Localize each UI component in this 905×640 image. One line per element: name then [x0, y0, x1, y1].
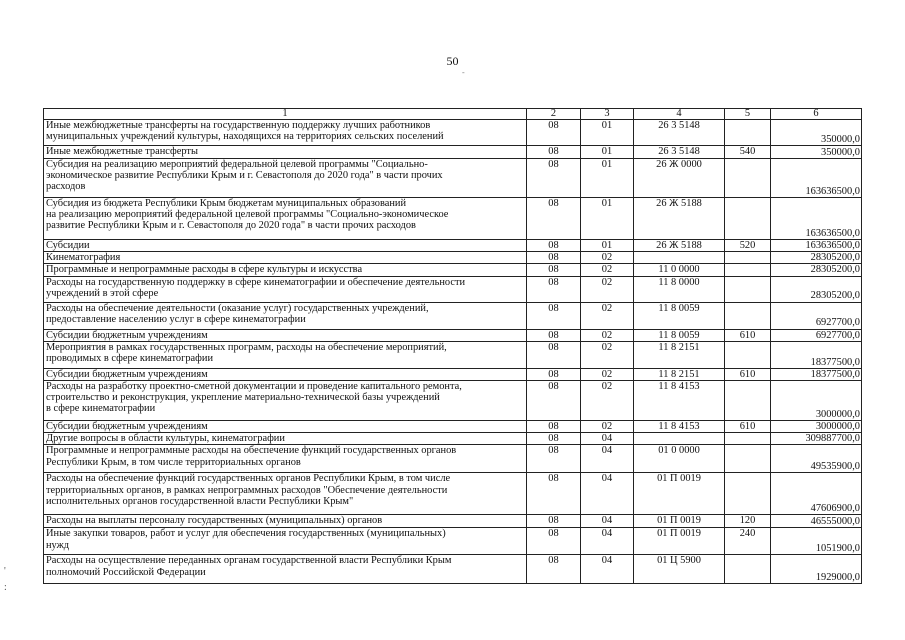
column-header: 6	[771, 109, 862, 120]
amount-cell: 46555000,0	[771, 515, 862, 528]
row-name-cell: Иные межбюджетные трансферты	[44, 146, 527, 159]
row-name-cell: Другие вопросы в области культуры, кинематографии	[44, 433, 527, 445]
row-name-cell: Программные и непрограммные расходы в сфере культуры и искусства	[44, 264, 527, 276]
section-code-cell: 08	[527, 341, 581, 368]
section-code-cell: 08	[527, 329, 581, 341]
subsection-code-cell: 04	[581, 555, 634, 584]
expense-type-cell	[725, 473, 771, 515]
table-row	[44, 252, 862, 264]
subsection-code-cell: 04	[581, 528, 634, 555]
table-row	[44, 528, 862, 555]
section-code-cell: 08	[527, 302, 581, 329]
amount-cell: 1051900,0	[771, 528, 862, 555]
section-code-cell: 08	[527, 240, 581, 252]
expense-type-cell: 120	[725, 515, 771, 528]
row-name-cell: Субсидии	[44, 240, 527, 252]
section-code-cell: 08	[527, 159, 581, 198]
scan-edge-mark: :	[4, 582, 7, 593]
target-code-cell: 11 8 0059	[634, 302, 725, 329]
section-code-cell: 08	[527, 264, 581, 276]
table-row	[44, 146, 862, 159]
expense-type-cell	[725, 120, 771, 146]
section-code-cell: 08	[527, 433, 581, 445]
section-code-cell: 08	[527, 555, 581, 584]
amount-cell: 28305200,0	[771, 264, 862, 276]
target-code-cell: 11 8 4153	[634, 421, 725, 433]
row-name-cell: Расходы на обеспечение функций государственных органов Республики Крым, в том числе территориальных органов, в рамках непрограммных расходов "Обеспечение деятельности исполнительных органов государственной власти Республики Крым"	[44, 473, 527, 515]
expense-type-cell: 610	[725, 329, 771, 341]
target-code-cell: 01 П 0019	[634, 515, 725, 528]
row-name-cell: Расходы на разработку проектно-сметной документации и проведение капитального ремонта, строительство и реконструкция, укрепление материально-технической базы учреждений в сфере кинематографии	[44, 381, 527, 421]
table-row	[44, 381, 862, 421]
row-name-cell: Расходы на осуществление переданных органам государственной власти Республики Крым полномочий Российской Федерации	[44, 555, 527, 584]
section-code-cell: 08	[527, 381, 581, 421]
row-name-cell: Иные межбюджетные трансферты на государственную поддержку лучших работников муниципальных учреждений культуры, находящихся на территориях сельских поселений	[44, 120, 527, 146]
target-code-cell: 26 3 5148	[634, 120, 725, 146]
amount-cell: 18377500,0	[771, 341, 862, 368]
section-code-cell: 08	[527, 146, 581, 159]
subsection-code-cell: 02	[581, 252, 634, 264]
table-row	[44, 341, 862, 368]
target-code-cell: 11 8 4153	[634, 381, 725, 421]
row-name-cell: Кинематография	[44, 252, 527, 264]
table-row	[44, 515, 862, 528]
amount-cell: 350000,0	[771, 146, 862, 159]
section-code-cell: 08	[527, 368, 581, 380]
table-row	[44, 473, 862, 515]
subsection-code-cell: 02	[581, 302, 634, 329]
expense-type-cell: 240	[725, 528, 771, 555]
row-name-cell: Расходы на государственную поддержку в сфере кинематографии и обеспечение деятельности учреждений в этой сфере	[44, 276, 527, 302]
subsection-code-cell: 04	[581, 473, 634, 515]
amount-cell: 163636500,0	[771, 198, 862, 240]
table-row	[44, 198, 862, 240]
subsection-code-cell: 02	[581, 421, 634, 433]
page-number-dash: -	[462, 68, 465, 77]
row-name-cell: Программные и непрограммные расходы на обеспечение функций государственных органов Республики Крым, в том числе территориальных органов	[44, 445, 527, 473]
subsection-code-cell: 02	[581, 368, 634, 380]
column-header: 5	[725, 109, 771, 120]
budget-table	[43, 108, 862, 584]
amount-cell: 1929000,0	[771, 555, 862, 584]
table-header-row	[44, 109, 862, 120]
amount-cell: 309887700,0	[771, 433, 862, 445]
table-row	[44, 159, 862, 198]
subsection-code-cell: 01	[581, 146, 634, 159]
amount-cell: 3000000,0	[771, 381, 862, 421]
expense-type-cell	[725, 302, 771, 329]
expense-type-cell	[725, 276, 771, 302]
expense-type-cell: 520	[725, 240, 771, 252]
section-code-cell: 08	[527, 473, 581, 515]
target-code-cell: 01 П 0019	[634, 473, 725, 515]
section-code-cell: 08	[527, 276, 581, 302]
subsection-code-cell: 01	[581, 198, 634, 240]
target-code-cell: 11 8 0000	[634, 276, 725, 302]
table-row	[44, 276, 862, 302]
section-code-cell: 08	[527, 252, 581, 264]
target-code-cell: 11 0 0000	[634, 264, 725, 276]
column-header: 3	[581, 109, 634, 120]
table-row	[44, 433, 862, 445]
expense-type-cell: 610	[725, 421, 771, 433]
budget-table-body	[44, 109, 862, 584]
target-code-cell: 26 Ж 0000	[634, 159, 725, 198]
row-name-cell: Расходы на выплаты персоналу государственных (муниципальных) органов	[44, 515, 527, 528]
amount-cell: 163636500,0	[771, 159, 862, 198]
row-name-cell: Субсидия из бюджета Республики Крым бюджетам муниципальных образований на реализацию мероприятий федеральной целевой программы "Социально-экономическое развитие Республики Крым и г. Севастополя до 2020 года" в части прочих расходов	[44, 198, 527, 240]
target-code-cell	[634, 252, 725, 264]
target-code-cell: 11 8 0059	[634, 329, 725, 341]
expense-type-cell: 540	[725, 146, 771, 159]
subsection-code-cell: 01	[581, 120, 634, 146]
expense-type-cell	[725, 198, 771, 240]
table-row	[44, 240, 862, 252]
table-row	[44, 264, 862, 276]
column-header: 2	[527, 109, 581, 120]
table-row	[44, 445, 862, 473]
section-code-cell: 08	[527, 198, 581, 240]
expense-type-cell	[725, 381, 771, 421]
page-number: 50	[446, 54, 459, 68]
amount-cell: 3000000,0	[771, 421, 862, 433]
table-row	[44, 421, 862, 433]
row-name-cell: Расходы на обеспечение деятельности (оказание услуг) государственных учреждений, предоставление населению услуг в сфере кинематографии	[44, 302, 527, 329]
expense-type-cell	[725, 433, 771, 445]
target-code-cell	[634, 433, 725, 445]
amount-cell: 6927700,0	[771, 329, 862, 341]
subsection-code-cell: 04	[581, 515, 634, 528]
target-code-cell: 11 8 2151	[634, 341, 725, 368]
amount-cell: 47606900,0	[771, 473, 862, 515]
table-row	[44, 120, 862, 146]
table-row	[44, 329, 862, 341]
target-code-cell: 11 8 2151	[634, 368, 725, 380]
section-code-cell: 08	[527, 528, 581, 555]
row-name-cell: Субсидии бюджетным учреждениям	[44, 329, 527, 341]
subsection-code-cell: 02	[581, 329, 634, 341]
target-code-cell: 01 Ц 5900	[634, 555, 725, 584]
column-header: 1	[44, 109, 527, 120]
expense-type-cell	[725, 159, 771, 198]
section-code-cell: 08	[527, 515, 581, 528]
row-name-cell: Субсидия на реализацию мероприятий федеральной целевой программы "Социально- экономическое развитие Республики Крым и г. Севастополя до 2020 года" в части прочих расходов	[44, 159, 527, 198]
subsection-code-cell: 04	[581, 433, 634, 445]
amount-cell: 49535900,0	[771, 445, 862, 473]
amount-cell: 28305200,0	[771, 276, 862, 302]
amount-cell: 18377500,0	[771, 368, 862, 380]
table-row	[44, 302, 862, 329]
subsection-code-cell: 01	[581, 159, 634, 198]
expense-type-cell	[725, 341, 771, 368]
row-name-cell: Иные закупки товаров, работ и услуг для обеспечения государственных (муниципальных) нужд	[44, 528, 527, 555]
amount-cell: 350000,0	[771, 120, 862, 146]
subsection-code-cell: 02	[581, 264, 634, 276]
target-code-cell: 26 Ж 5188	[634, 240, 725, 252]
subsection-code-cell: 04	[581, 445, 634, 473]
amount-cell: 163636500,0	[771, 240, 862, 252]
scan-edge-mark: '	[4, 566, 6, 577]
subsection-code-cell: 01	[581, 240, 634, 252]
section-code-cell: 08	[527, 445, 581, 473]
expense-type-cell	[725, 264, 771, 276]
column-header: 4	[634, 109, 725, 120]
target-code-cell: 01 0 0000	[634, 445, 725, 473]
expense-type-cell	[725, 252, 771, 264]
target-code-cell: 26 3 5148	[634, 146, 725, 159]
expense-type-cell	[725, 445, 771, 473]
row-name-cell: Субсидии бюджетным учреждениям	[44, 368, 527, 380]
subsection-code-cell: 02	[581, 341, 634, 368]
expense-type-cell	[725, 555, 771, 584]
row-name-cell: Мероприятия в рамках государственных программ, расходы на обеспечение мероприятий, проводимых в сфере кинематографии	[44, 341, 527, 368]
section-code-cell: 08	[527, 421, 581, 433]
target-code-cell: 01 П 0019	[634, 528, 725, 555]
target-code-cell: 26 Ж 5188	[634, 198, 725, 240]
subsection-code-cell: 02	[581, 381, 634, 421]
subsection-code-cell: 02	[581, 276, 634, 302]
expense-type-cell: 610	[725, 368, 771, 380]
row-name-cell: Субсидии бюджетным учреждениям	[44, 421, 527, 433]
section-code-cell: 08	[527, 120, 581, 146]
amount-cell: 28305200,0	[771, 252, 862, 264]
table-row	[44, 368, 862, 380]
amount-cell: 6927700,0	[771, 302, 862, 329]
table-row	[44, 555, 862, 584]
